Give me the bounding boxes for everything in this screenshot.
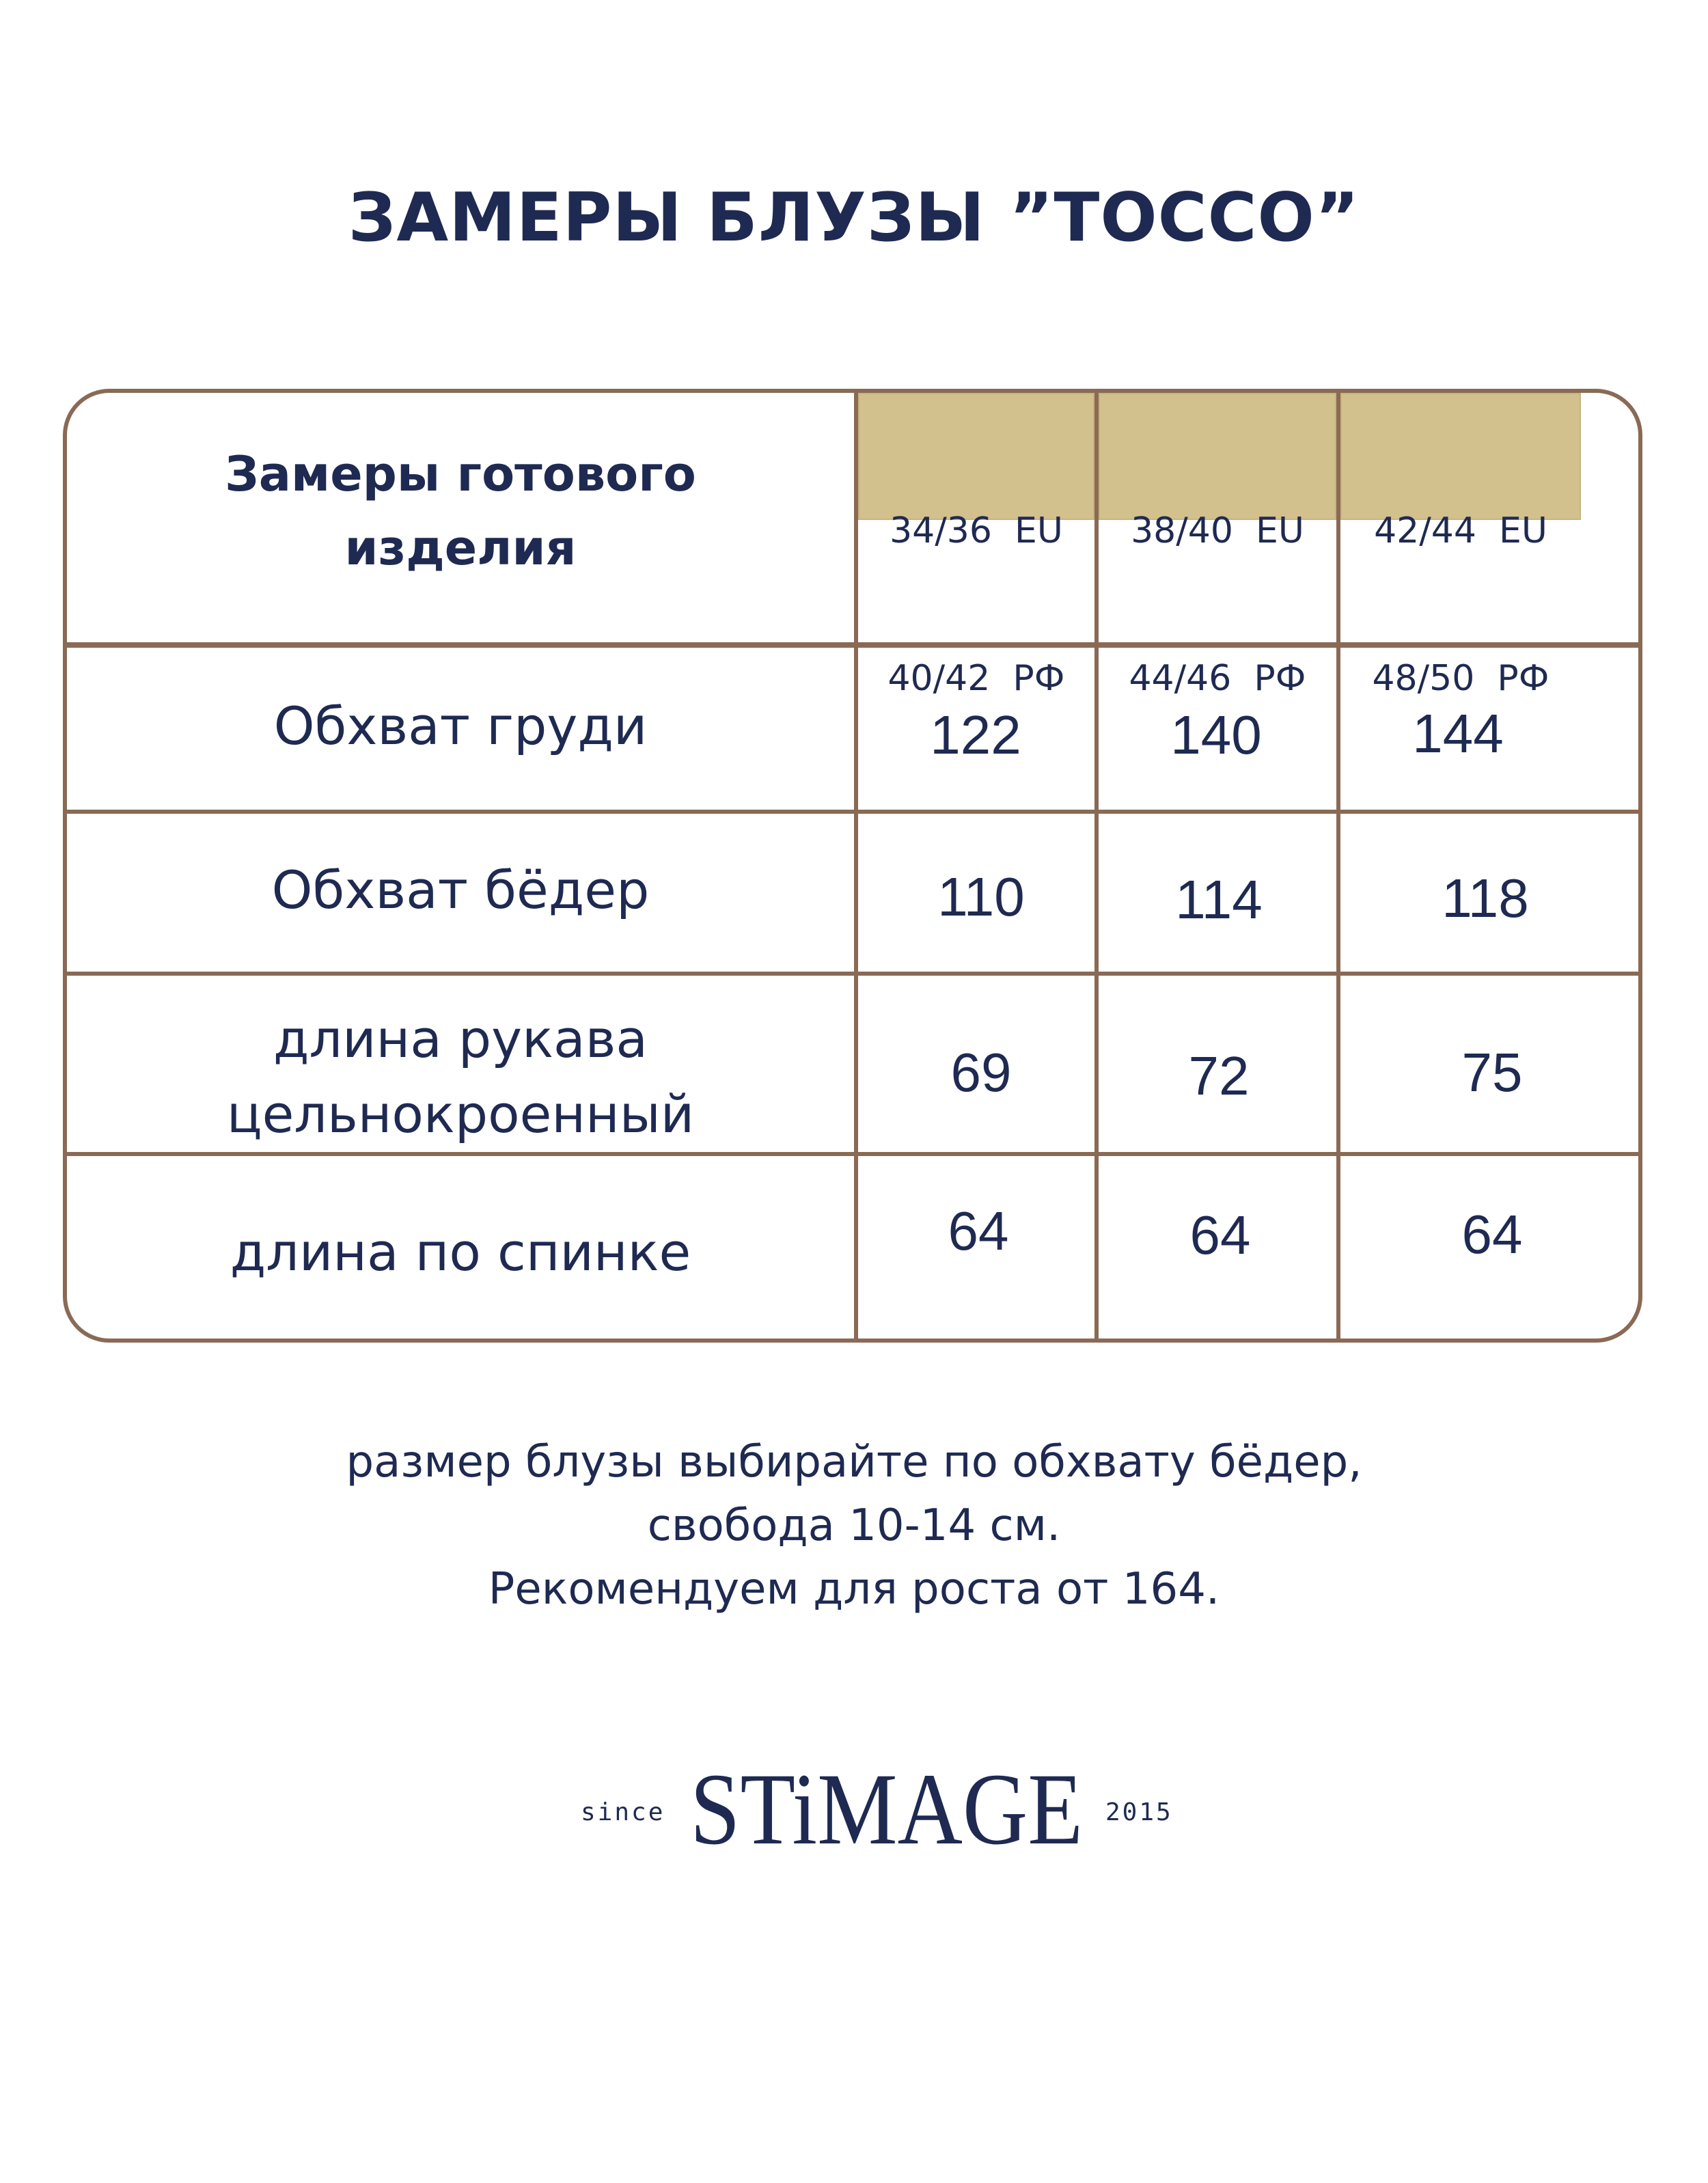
size-rf: 40/42 РФ bbox=[887, 658, 1065, 699]
size-eu: 38/40 EU bbox=[1131, 510, 1304, 551]
row-label-line: длина рукава bbox=[273, 1008, 648, 1069]
row-label-sleeve bbox=[67, 1002, 854, 1152]
table-cell: 114 bbox=[1175, 869, 1263, 930]
row-divider bbox=[65, 972, 1640, 976]
table-cell: 144 bbox=[1412, 703, 1504, 764]
size-rf: 44/46 РФ bbox=[1129, 658, 1306, 699]
note-line: размер блузы выбирайте по обхвату бёдер, bbox=[346, 1437, 1362, 1487]
size-eu: 42/44 EU bbox=[1374, 510, 1547, 551]
stimage-logo-mark bbox=[690, 1756, 1086, 1858]
table-cell: 110 bbox=[937, 866, 1025, 927]
row-divider bbox=[65, 1152, 1640, 1156]
table-cell: 118 bbox=[1442, 868, 1529, 929]
column-divider bbox=[854, 393, 858, 1338]
table-cell: 69 bbox=[950, 1042, 1012, 1103]
table-cell: 140 bbox=[1170, 704, 1262, 765]
size-header-1 bbox=[858, 393, 1094, 699]
row-label-line: цельнокроенный bbox=[226, 1084, 695, 1144]
table-cell: 64 bbox=[948, 1200, 1009, 1261]
size-header-2 bbox=[1099, 393, 1336, 699]
logo-year: 2015 bbox=[1105, 1798, 1173, 1826]
table-cell: 122 bbox=[930, 704, 1021, 765]
row-divider bbox=[65, 810, 1640, 814]
logo-since: since bbox=[581, 1798, 665, 1826]
row-label-back: длина по спинке bbox=[230, 1222, 691, 1282]
size-rf: 48/50 РФ bbox=[1372, 658, 1549, 699]
column-divider bbox=[1336, 393, 1340, 1343]
table-cell: 64 bbox=[1189, 1205, 1251, 1265]
row-label-hips: Обхват бёдер bbox=[271, 860, 650, 920]
note-line: Рекомендуем для роста от 164. bbox=[488, 1564, 1220, 1615]
row-label-chest: Обхват груди bbox=[273, 696, 648, 756]
header-label-line: Замеры готового bbox=[225, 446, 696, 502]
page-title: ЗАМЕРЫ БЛУЗЫ ”ТОССО” bbox=[348, 179, 1360, 257]
table-cell: 64 bbox=[1461, 1204, 1523, 1265]
svg-text:STiMAGE: STiMAGE bbox=[690, 1756, 1083, 1858]
table-cell: 72 bbox=[1188, 1045, 1250, 1106]
note-line: свобода 10-14 см. bbox=[647, 1500, 1061, 1551]
table-cell: 75 bbox=[1461, 1042, 1523, 1103]
size-header-3 bbox=[1340, 393, 1581, 699]
brand-logo bbox=[0, 1756, 1708, 1865]
header-label-line: изделия bbox=[344, 520, 577, 576]
header-label bbox=[67, 437, 854, 585]
size-eu: 34/36 EU bbox=[890, 510, 1063, 551]
